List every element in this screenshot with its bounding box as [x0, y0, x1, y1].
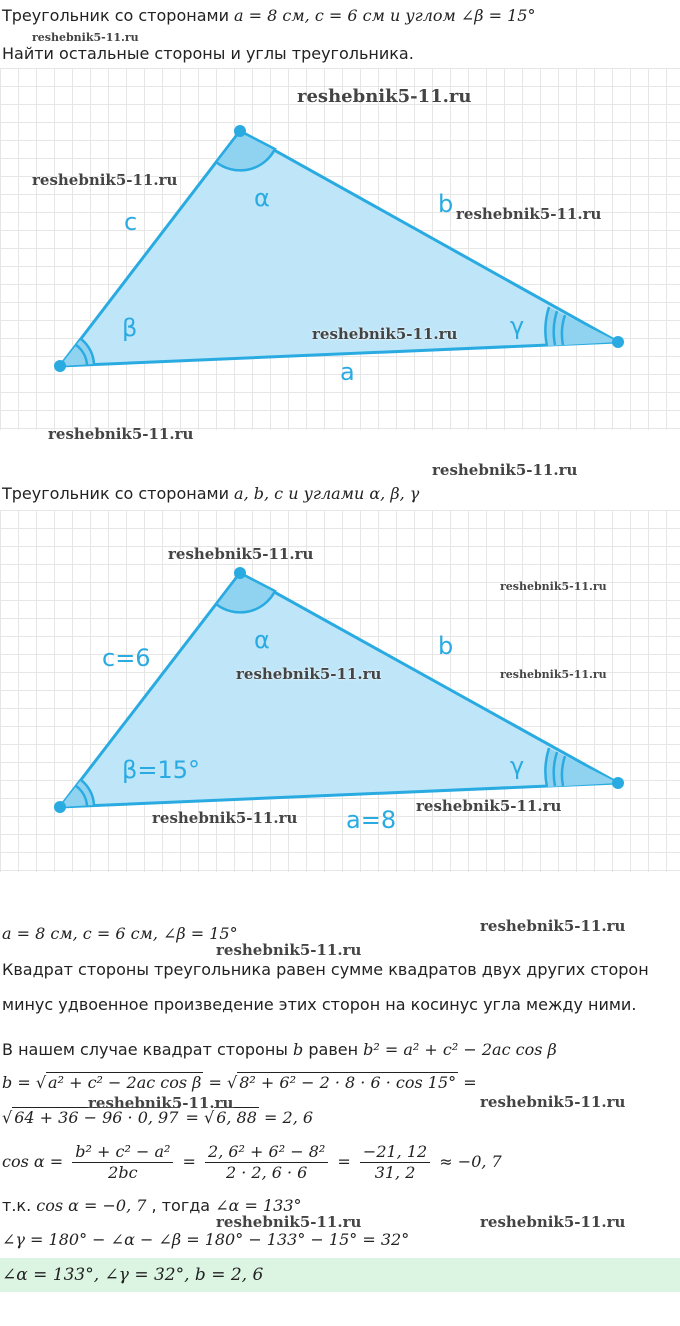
watermark: reshebnik5-11.ru	[480, 917, 626, 935]
triangle-diagram-1	[0, 68, 680, 430]
cos-alpha-lhs: cos α =	[2, 1152, 64, 1171]
label-beta: β=15°	[122, 756, 200, 784]
watermark: reshebnik5-11.ru	[480, 1213, 626, 1231]
equals-sign: =	[182, 1152, 196, 1171]
watermark: reshebnik5-11.ru	[312, 325, 458, 343]
case-middle: равен	[303, 1040, 364, 1059]
caption-2	[2, 484, 419, 504]
problem-math: a = 8 см, c = 6 см и углом ∠β = 15°	[234, 6, 536, 25]
label-side-b: b	[438, 190, 454, 218]
case-var: b	[293, 1040, 304, 1059]
problem-line-1	[2, 6, 535, 26]
watermark: reshebnik5-11.ru	[152, 809, 298, 827]
case-line	[2, 1040, 557, 1060]
equals-sign: =	[463, 1073, 477, 1092]
gamma-calc-line: ∠γ = 180° − ∠α − ∠β = 180° − 133° − 15° = 32°	[2, 1230, 410, 1249]
fraction-3	[360, 1142, 430, 1183]
fraction-2-numerator: 2, 6² + 6² − 8²	[205, 1142, 328, 1163]
watermark: reshebnik5-11.ru	[216, 1213, 362, 1231]
watermark: reshebnik5-11.ru	[297, 86, 472, 107]
vertex-b	[54, 801, 66, 813]
watermark: reshebnik5-11.ru	[48, 425, 194, 443]
since-prefix: т.к.	[2, 1196, 37, 1215]
since-middle: , тогда	[146, 1196, 216, 1215]
watermark: reshebnik5-11.ru	[236, 665, 382, 683]
figure-2	[0, 510, 680, 872]
sqrt-symbol: √	[204, 1108, 215, 1127]
caption-math: a, b, c и углами α, β, γ	[234, 484, 420, 503]
vertex-b	[54, 360, 66, 372]
label-side-a: a=8	[346, 806, 397, 834]
watermark: reshebnik5-11.ru	[500, 668, 607, 681]
since-math-2: ∠α = 133°	[215, 1196, 302, 1215]
calc-b-root-1: a² + c² − 2ac cos β	[48, 1073, 202, 1092]
watermark: reshebnik5-11.ru	[216, 941, 362, 959]
caption-text: Треугольник со сторонами	[2, 484, 235, 503]
problem-text: Треугольник со сторонами	[2, 6, 235, 25]
rule-line-1: Квадрат стороны треугольника равен сумме квадратов двух других сторон	[2, 960, 649, 979]
answer-text: ∠α = 133°, ∠γ = 32°, b = 2, 6	[2, 1265, 264, 1285]
label-alpha: α	[254, 626, 270, 654]
watermark: reshebnik5-11.ru	[168, 545, 314, 563]
watermark: reshebnik5-11.ru	[32, 171, 178, 189]
label-beta: β	[122, 314, 138, 342]
label-side-b: b	[438, 632, 454, 660]
figure-1	[0, 68, 680, 430]
label-alpha: α	[254, 184, 270, 212]
fraction-2-denominator: 2 · 2, 6 · 6	[225, 1163, 308, 1182]
since-math-1: cos α = −0, 7	[36, 1196, 147, 1215]
calc-b-lhs: b =	[2, 1073, 31, 1092]
cos-alpha-approx: ≈ −0, 7	[439, 1152, 502, 1171]
sqrt-symbol: √	[227, 1073, 238, 1092]
equals-sign: =	[185, 1108, 199, 1127]
label-gamma: γ	[510, 752, 525, 780]
fraction-1	[72, 1142, 173, 1183]
watermark: reshebnik5-11.ru	[456, 205, 602, 223]
cos-alpha-line	[2, 1142, 502, 1183]
fraction-1-denominator: 2bc	[108, 1163, 138, 1182]
rule-line-2: минус удвоенное произведение этих сторон на косинус угла между ними.	[2, 995, 637, 1014]
calc-b-root-2: 8² + 6² − 2 · 8 · 6 · cos 15°	[239, 1073, 457, 1092]
label-side-a: a	[340, 358, 355, 386]
answer-box	[0, 1258, 680, 1292]
fraction-1-numerator: b² + c² − a²	[72, 1142, 173, 1163]
calc-b-result: = 2, 6	[264, 1108, 314, 1127]
calc-b-root-4: 6, 88	[216, 1108, 257, 1127]
watermark: reshebnik5-11.ru	[416, 797, 562, 815]
label-side-c: c	[124, 208, 138, 236]
calc-b-root-3: 64 + 36 − 96 · 0, 97	[14, 1108, 179, 1127]
fraction-3-denominator: 31, 2	[374, 1163, 416, 1182]
equals-sign: =	[208, 1073, 222, 1092]
vertex-a	[234, 125, 246, 137]
vertex-c	[612, 777, 624, 789]
fraction-2	[205, 1142, 328, 1183]
fraction-3-numerator: −21, 12	[360, 1142, 430, 1163]
triangle-diagram-2	[0, 510, 680, 872]
watermark: reshebnik5-11.ru	[432, 461, 578, 479]
label-side-c: c=6	[102, 644, 151, 672]
sqrt-symbol: √	[35, 1073, 47, 1092]
label-gamma: γ	[510, 312, 525, 340]
calc-b-line-1	[2, 1073, 477, 1093]
vertex-a	[234, 567, 246, 579]
vertex-c	[612, 336, 624, 348]
equals-sign: =	[337, 1152, 351, 1171]
watermark: reshebnik5-11.ru	[88, 1094, 234, 1112]
case-text: В нашем случае квадрат стороны	[2, 1040, 294, 1059]
problem-line-2: Найти остальные стороны и углы треугольника.	[2, 44, 414, 63]
cosine-law-formula: b² = a² + c² − 2ac cos β	[363, 1040, 557, 1059]
watermark: reshebnik5-11.ru	[480, 1093, 626, 1111]
watermark: reshebnik5-11.ru	[32, 31, 139, 44]
sqrt-symbol: √	[2, 1108, 13, 1127]
watermark: reshebnik5-11.ru	[500, 580, 607, 593]
given-values: a = 8 см, c = 6 см, ∠β = 15°	[2, 924, 238, 943]
